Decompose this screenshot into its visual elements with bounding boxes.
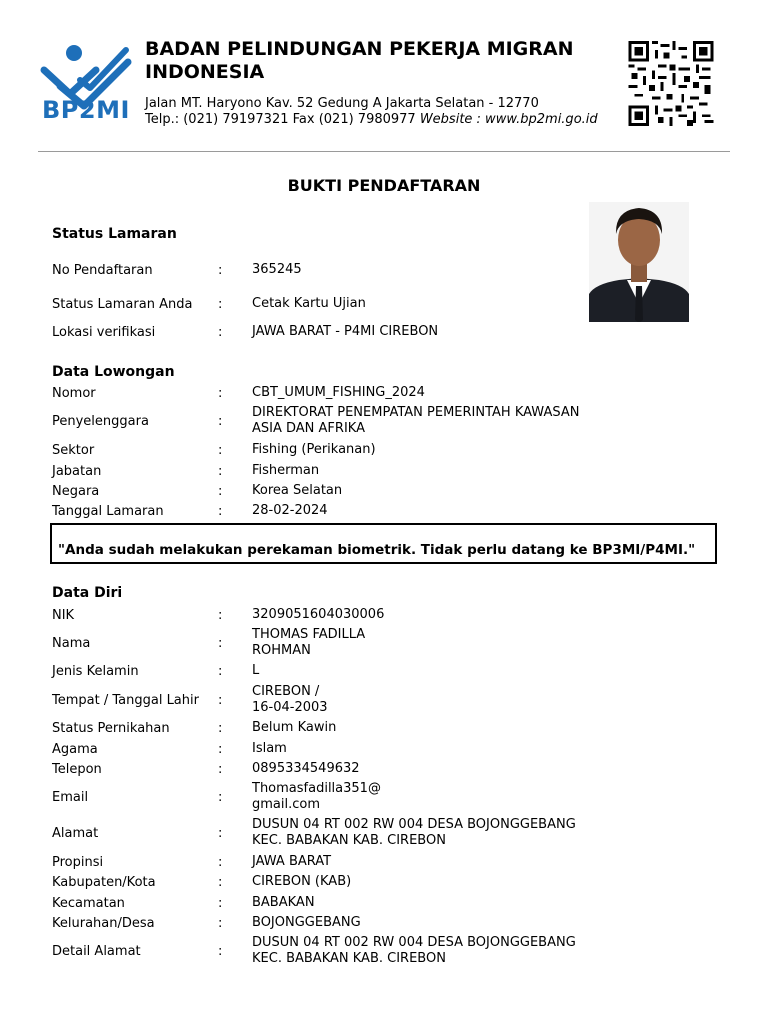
field-value: JAWA BARAT (252, 854, 332, 869)
biometric-notice: "Anda sudah melakukan perekaman biometrik. Tidak perlu datang ke BP3MI/P4MI." (50, 523, 717, 564)
section-status-lamaran: Status Lamaran (52, 226, 177, 242)
header-divider (38, 151, 730, 152)
field-label: Negara (52, 483, 100, 499)
colon: : (218, 324, 223, 340)
contact-line (145, 112, 598, 128)
field-label: Alamat (52, 825, 99, 841)
colon: : (218, 761, 223, 777)
field-value: DUSUN 04 RT 002 RW 004 DESA BOJONGGEBANG KEC. BABAKAN KAB. CIREBON (252, 935, 576, 966)
field-label: Jenis Kelamin (52, 663, 139, 679)
field-row (0, 759, 768, 779)
field-label: Sektor (52, 442, 95, 458)
field-label: Propinsi (52, 854, 104, 870)
website: Website : www.bp2mi.go.id (419, 112, 598, 127)
field-label: Agama (52, 741, 98, 757)
org-address (145, 96, 598, 128)
field-value: BABAKAN (252, 895, 315, 910)
org-name: BADAN PELINDUNGAN PEKERJA MIGRAN INDONESIA (145, 38, 574, 83)
field-label: Nama (52, 635, 91, 651)
field-value: 0895334549632 (252, 761, 360, 776)
field-row (0, 260, 768, 280)
qr-code-icon (626, 41, 716, 126)
field-row (0, 934, 768, 968)
colon: : (218, 692, 223, 708)
field-value: CIREBON / 16-04-2003 (252, 684, 328, 715)
colon: : (218, 825, 223, 841)
field-label: Kecamatan (52, 895, 125, 911)
field-row (0, 661, 768, 681)
field-label: Nomor (52, 385, 96, 401)
colon: : (218, 741, 223, 757)
field-label: No Pendaftaran (52, 262, 153, 278)
field-row (0, 893, 768, 913)
field-row (0, 683, 768, 717)
phone-fax: Telp.: (021) 79197321 Fax (021) 7980977 (145, 112, 420, 127)
field-label: Lokasi verifikasi (52, 324, 156, 340)
colon: : (218, 720, 223, 736)
field-value: DIREKTORAT PENEMPATAN PEMERINTAH KAWASAN ASIA DAN AFRIKA (252, 405, 580, 436)
colon: : (218, 874, 223, 890)
field-row (0, 626, 768, 660)
colon: : (218, 663, 223, 679)
field-value: THOMAS FADILLA ROHMAN (252, 627, 366, 658)
field-label: Status Lamaran Anda (52, 296, 193, 312)
colon: : (218, 442, 223, 458)
page-title: BUKTI PENDAFTARAN (287, 176, 481, 195)
colon: : (218, 262, 223, 278)
colon: : (218, 915, 223, 931)
field-value: CIREBON (KAB) (252, 874, 352, 889)
field-label: Kelurahan/Desa (52, 915, 155, 931)
field-value: 28-02-2024 (252, 503, 328, 518)
colon: : (218, 854, 223, 870)
field-row (0, 780, 768, 814)
field-label: Tanggal Lamaran (52, 503, 164, 519)
field-row (0, 605, 768, 625)
colon: : (218, 296, 223, 312)
field-value: Islam (252, 741, 287, 756)
field-label: Jabatan (52, 463, 102, 479)
field-value: Fishing (Perikanan) (252, 442, 376, 457)
field-row (0, 440, 768, 460)
field-row (0, 852, 768, 872)
colon: : (218, 463, 223, 479)
field-label: Email (52, 789, 89, 805)
colon: : (218, 635, 223, 651)
field-label: NIK (52, 607, 75, 623)
field-value: Cetak Kartu Ujian (252, 296, 366, 311)
colon: : (218, 943, 223, 959)
field-row (0, 322, 768, 342)
colon: : (218, 483, 223, 499)
colon: : (218, 385, 223, 401)
field-row (0, 913, 768, 933)
colon: : (218, 789, 223, 805)
field-label: Telepon (52, 761, 102, 777)
field-value: Thomasfadilla351@ gmail.com (252, 781, 381, 812)
field-value: Fisherman (252, 463, 320, 478)
colon: : (218, 607, 223, 623)
field-label: Status Pernikahan (52, 720, 170, 736)
field-row (0, 501, 768, 521)
section-data-lowongan: Data Lowongan (52, 364, 175, 380)
field-row (0, 294, 768, 314)
field-value: BOJONGGEBANG (252, 915, 361, 930)
field-value: 365245 (252, 262, 302, 277)
field-value: Belum Kawin (252, 720, 337, 735)
field-value: Korea Selatan (252, 483, 343, 498)
address-line: Jalan MT. Haryono Kav. 52 Gedung A Jakarta Selatan - 12770 (145, 96, 539, 111)
field-row (0, 718, 768, 738)
colon: : (218, 413, 223, 429)
field-value: DUSUN 04 RT 002 RW 004 DESA BOJONGGEBANG KEC. BABAKAN KAB. CIREBON (252, 817, 576, 848)
field-value: 3209051604030006 (252, 607, 385, 622)
field-value: JAWA BARAT - P4MI CIREBON (252, 324, 439, 339)
field-row (0, 481, 768, 501)
field-row (0, 739, 768, 759)
field-label: Penyelenggara (52, 413, 149, 429)
field-label: Detail Alamat (52, 943, 141, 959)
field-row (0, 383, 768, 403)
colon: : (218, 503, 223, 519)
logo-text: BP2MI (42, 96, 130, 124)
field-row (0, 816, 768, 850)
section-data-diri: Data Diri (52, 585, 123, 601)
field-value: CBT_UMUM_FISHING_2024 (252, 385, 425, 400)
field-row (0, 461, 768, 481)
field-label: Kabupaten/Kota (52, 874, 156, 890)
field-label: Tempat / Tanggal Lahir (52, 692, 199, 708)
field-value: L (252, 663, 260, 678)
field-row (0, 404, 768, 438)
field-row (0, 872, 768, 892)
colon: : (218, 895, 223, 911)
